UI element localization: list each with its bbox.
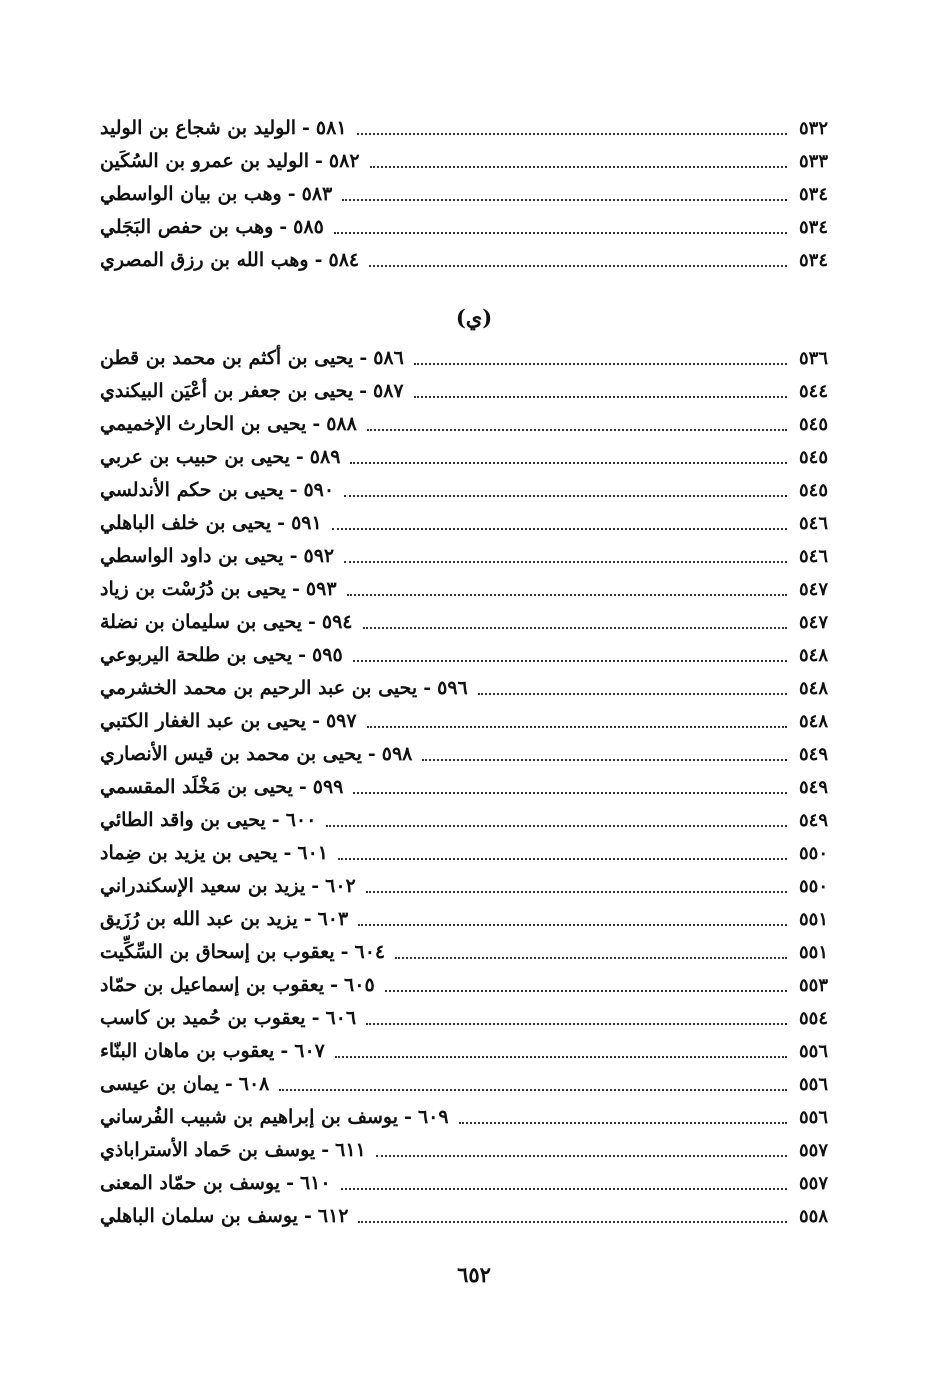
dot-leader	[344, 560, 787, 563]
index-entry	[100, 211, 845, 244]
entry-name: وهب الله بن رزق المصري	[100, 249, 309, 271]
entry-name: وهب بن حفص البَجَلي	[100, 216, 274, 238]
entry-name: يحيى بن سليمان بن نضلة	[100, 611, 302, 633]
entry-name: يوسف بن حمّاد المعنى	[100, 1172, 281, 1194]
entry-text	[100, 771, 343, 804]
entry-page-ref: ٥٥٠	[799, 876, 829, 897]
entry-separator: -	[303, 908, 312, 930]
index-entry	[100, 474, 845, 507]
entry-page-ref: ٥٤٦	[799, 513, 829, 534]
entry-name: يمان بن عيسى	[100, 1073, 219, 1095]
entry-name: يعقوب بن ماهان البنّاء	[100, 1040, 275, 1062]
entry-name: يزيد بن عبد الله بن رُزَيق	[100, 908, 298, 930]
entry-number: ٥٨٤	[328, 249, 360, 271]
entry-separator: -	[312, 413, 321, 435]
entry-separator: -	[423, 677, 432, 699]
entry-separator: -	[330, 974, 339, 996]
entry-page-ref: ٥٥٤	[799, 1008, 829, 1029]
entry-page-ref: ٥٣٤	[799, 217, 829, 238]
entry-number: ٦٠٢	[325, 875, 356, 897]
entry-page-ref: ٥٥٠	[799, 843, 829, 864]
entry-number: ٥٩٩	[312, 776, 344, 798]
entry-name: يعقوب بن إسحاق بن السِّكِّيت	[100, 941, 335, 963]
entry-name: يزيد بن سعيد الإسكندراني	[100, 875, 306, 897]
dot-leader	[357, 132, 787, 135]
entry-text	[100, 705, 357, 738]
entry-number: ٥٩٨	[381, 743, 413, 765]
entry-text	[100, 606, 353, 639]
entry-page-ref: ٥٤٩	[799, 810, 829, 831]
entry-text	[100, 1167, 331, 1200]
entry-name: الوليد بن عمرو بن السُكَين	[100, 150, 310, 172]
entry-separator: -	[224, 1073, 233, 1095]
entry-name: يوسف بن حَماد الأستراباذي	[100, 1139, 316, 1161]
index-entry	[100, 639, 845, 672]
index-entry	[100, 573, 845, 606]
section-heading: (ي)	[455, 305, 493, 330]
entry-number: ٦٠٣	[317, 908, 349, 930]
entry-name: يحيى بن جعفر بن أعْيَن البيكندي	[100, 380, 354, 402]
entry-text	[100, 903, 348, 936]
entry-text	[100, 804, 316, 837]
entry-text	[100, 639, 343, 672]
entry-separator: -	[315, 150, 323, 172]
entry-text	[100, 738, 412, 771]
dot-leader	[385, 989, 787, 992]
index-entry	[100, 804, 845, 837]
entry-separator: -	[311, 1007, 320, 1029]
entry-name: يحيى بن واقد الطائي	[100, 809, 266, 831]
entry-text	[100, 211, 324, 244]
index-entry	[100, 1035, 845, 1068]
entry-name: يحيى بن طلحة اليربوعي	[100, 644, 293, 666]
entry-separator: -	[311, 875, 320, 897]
entry-separator: -	[303, 1205, 312, 1227]
entry-number: ٦٠٤	[354, 941, 386, 963]
dot-leader	[353, 791, 787, 794]
entry-text	[100, 870, 356, 903]
entry-text	[100, 1035, 325, 1068]
dot-leader	[395, 956, 787, 959]
entry-number: ٦٠٥	[344, 974, 375, 996]
dot-leader	[376, 1154, 787, 1157]
entry-page-ref: ٥٣٣	[799, 151, 829, 172]
entry-separator: -	[359, 380, 368, 402]
dot-leader	[338, 857, 787, 860]
entry-separator: -	[321, 1139, 330, 1161]
index-entry	[100, 1134, 845, 1167]
entry-page-ref: ٥٤٥	[799, 414, 829, 435]
entry-page-ref: ٥٥٣	[799, 975, 829, 996]
entry-page-ref: ٥٤٧	[799, 612, 829, 633]
entry-text	[100, 540, 334, 573]
index-entry	[100, 342, 845, 375]
entry-separator: -	[286, 1172, 294, 1194]
entry-number: ٦٠١	[297, 842, 329, 864]
dot-leader	[478, 692, 787, 695]
dot-leader	[369, 264, 787, 267]
entry-text	[100, 145, 360, 178]
entry-text	[100, 178, 332, 211]
entry-number: ٦٠٠	[285, 809, 317, 831]
entry-separator: -	[289, 545, 298, 567]
index-entry	[100, 178, 845, 211]
entry-page-ref: ٥٣٤	[799, 184, 829, 205]
entry-name: يحيى بن عبد الغفار الكتبي	[100, 710, 307, 732]
index-entry	[100, 375, 845, 408]
entry-separator: -	[359, 347, 368, 369]
entry-name: يحيى بن حكم الأندلسي	[100, 479, 284, 501]
dot-leader	[350, 461, 787, 464]
dot-leader	[358, 923, 787, 926]
entry-number: ٥٩٢	[303, 545, 335, 567]
entry-separator: -	[308, 611, 316, 633]
entry-page-ref: ٥٥٦	[799, 1041, 829, 1062]
index-entry	[100, 244, 845, 277]
entry-page-ref: ٥٥٦	[799, 1074, 829, 1095]
entry-number: ٦١١	[335, 1139, 366, 1161]
entry-number: ٥٩٧	[325, 710, 357, 732]
index-entry	[100, 936, 845, 969]
entry-page-ref: ٥٥١	[799, 942, 829, 963]
entry-number: ٥٩٠	[303, 479, 335, 501]
dot-leader	[358, 1220, 787, 1223]
entry-number: ٦١٠	[299, 1172, 331, 1194]
entry-separator: -	[312, 710, 320, 732]
entry-separator: -	[314, 249, 323, 271]
index-entry	[100, 837, 845, 870]
entry-page-ref: ٥٤٩	[799, 744, 829, 765]
dot-leader	[459, 1121, 787, 1124]
dot-leader	[363, 626, 787, 629]
entry-name: يحيى بن حبيب بن عربي	[100, 446, 290, 468]
entry-separator: -	[277, 512, 286, 534]
dot-leader	[326, 824, 787, 827]
entry-text	[100, 1134, 366, 1167]
entry-page-ref: ٥٣٢	[799, 118, 829, 139]
dot-leader	[279, 1088, 787, 1091]
entry-name: يحيى بن أكثم بن محمد بن قطن	[100, 347, 354, 369]
index-entry	[100, 672, 845, 705]
index-entry	[100, 1002, 845, 1035]
dot-leader	[367, 725, 787, 728]
entry-page-ref: ٥٤٩	[799, 777, 829, 798]
entry-text	[100, 1200, 348, 1233]
entry-number: ٥٨٥	[293, 216, 324, 238]
entry-number: ٥٨٩	[309, 446, 341, 468]
entry-number: ٥٩٥	[312, 644, 343, 666]
entry-name: يعقوب بن حُميد بن كاسب	[100, 1007, 306, 1029]
entry-number: ٥٩٣	[305, 578, 337, 600]
dot-leader	[341, 1187, 787, 1190]
index-entry	[100, 903, 845, 936]
entry-text	[100, 342, 404, 375]
entry-page-ref: ٥٥٦	[799, 1107, 829, 1128]
entry-text	[100, 672, 468, 705]
entry-name: يوسف بن سلمان الباهلي	[100, 1205, 298, 1227]
entry-separator: -	[367, 743, 376, 765]
dot-leader	[353, 659, 787, 662]
entry-separator: -	[298, 776, 307, 798]
entry-separator: -	[280, 1040, 289, 1062]
entry-number: ٦٠٩	[417, 1106, 449, 1128]
dot-leader	[370, 165, 787, 168]
index-list-waw	[100, 112, 845, 277]
entry-name: يحيى بن مَخْلَد المقسمي	[100, 776, 293, 798]
entry-number: ٥٨٨	[326, 413, 357, 435]
index-list-ya	[100, 342, 845, 1233]
dot-leader	[422, 758, 787, 761]
dot-leader	[347, 593, 787, 596]
entry-text	[100, 112, 347, 145]
entry-name: الوليد بن شجاع بن الوليد	[100, 117, 297, 139]
index-entry	[100, 606, 845, 639]
index-entry	[100, 441, 845, 474]
entry-name: يحيى بن داود الواسطي	[100, 545, 284, 567]
entry-separator: -	[283, 842, 292, 864]
index-entry	[100, 540, 845, 573]
entry-text	[100, 244, 359, 277]
entry-page-ref: ٥٤٦	[799, 546, 829, 567]
entry-page-ref: ٥٤٨	[799, 711, 829, 732]
entry-number: ٥٩٦	[437, 677, 468, 699]
entry-text	[100, 1068, 269, 1101]
entry-text	[100, 474, 334, 507]
entry-separator: -	[295, 446, 304, 468]
entry-text	[100, 408, 357, 441]
entry-separator: -	[340, 941, 349, 963]
entry-number: ٥٨١	[315, 117, 347, 139]
entry-page-ref: ٥٣٦	[799, 348, 829, 369]
index-entry	[100, 969, 845, 1002]
entry-separator: -	[292, 578, 300, 600]
index-entry	[100, 145, 845, 178]
entry-separator: -	[287, 183, 296, 205]
index-entry	[100, 1200, 845, 1233]
entry-number: ٥٨٧	[373, 380, 404, 402]
entry-name: يحيى بن خلف الباهلي	[100, 512, 272, 534]
entry-text	[100, 969, 375, 1002]
index-entry	[100, 870, 845, 903]
entry-number: ٥٨٦	[373, 347, 404, 369]
dot-leader	[367, 428, 787, 431]
entry-number: ٥٩١	[291, 512, 322, 534]
index-entry	[100, 1068, 845, 1101]
index-entry	[100, 738, 845, 771]
entry-number: ٦٠٧	[294, 1040, 325, 1062]
index-entry	[100, 507, 845, 540]
entry-text	[100, 507, 322, 540]
index-entry	[100, 112, 845, 145]
entry-separator: -	[302, 117, 310, 139]
entry-text	[100, 936, 385, 969]
entry-text	[100, 573, 337, 606]
entry-separator: -	[279, 216, 288, 238]
entry-separator: -	[298, 644, 307, 666]
entry-page-ref: ٥٤٨	[799, 645, 829, 666]
entry-name: يحيى بن الحارث الإخميمي	[100, 413, 307, 435]
entry-name: يحيى بن محمد بن قيس الأنصاري	[100, 743, 362, 765]
entry-separator: -	[289, 479, 298, 501]
entry-name: يحيى بن دُرُسْت بن زياد	[100, 578, 287, 600]
entry-name: وهب بن بيان الواسطي	[100, 183, 282, 205]
entry-separator: -	[404, 1106, 412, 1128]
dot-leader	[334, 231, 787, 234]
entry-page-ref: ٥٤٤	[799, 381, 829, 402]
entry-page-ref: ٥٥٧	[799, 1140, 829, 1161]
entry-page-ref: ٥٥٧	[799, 1173, 829, 1194]
entry-number: ٥٩٤	[321, 611, 353, 633]
entry-page-ref: ٥٣٤	[799, 250, 829, 271]
entry-name: يحيى بن يزيد بن ضِماد	[100, 842, 278, 864]
entry-name: يعقوب بن إسماعيل بن حمّاد	[100, 974, 325, 996]
entry-number: ٦٠٨	[238, 1073, 270, 1095]
dot-leader	[332, 527, 787, 530]
entry-text	[100, 1101, 449, 1134]
entry-number: ٥٨٣	[301, 183, 333, 205]
entry-text	[100, 1002, 356, 1035]
entry-page-ref: ٥٥٨	[799, 1206, 829, 1227]
entry-page-ref: ٥٥١	[799, 909, 829, 930]
index-entry	[100, 408, 845, 441]
dot-leader	[335, 1055, 787, 1058]
dot-leader	[344, 494, 787, 497]
entry-number: ٦١٢	[317, 1205, 349, 1227]
entry-page-ref: ٥٤٨	[799, 678, 829, 699]
dot-leader	[342, 198, 787, 201]
entry-text	[100, 441, 340, 474]
entry-number: ٥٨٢	[328, 150, 360, 172]
entry-page-ref: ٥٤٧	[799, 579, 829, 600]
page-number: ٦٥٢	[457, 1262, 491, 1287]
entry-page-ref: ٥٤٥	[799, 480, 829, 501]
index-entry	[100, 771, 845, 804]
dot-leader	[414, 362, 787, 365]
entry-separator: -	[271, 809, 280, 831]
entry-text	[100, 375, 404, 408]
index-entry	[100, 1101, 845, 1134]
entry-page-ref: ٥٤٥	[799, 447, 829, 468]
dot-leader	[366, 1022, 787, 1025]
index-entry	[100, 1167, 845, 1200]
entry-name: يحيى بن عبد الرحيم بن محمد الخشرمي	[100, 677, 418, 699]
entry-text	[100, 837, 328, 870]
dot-leader	[414, 395, 787, 398]
entry-name: يوسف بن إبراهيم بن شبيب الفُرساني	[100, 1106, 399, 1128]
dot-leader	[366, 890, 787, 893]
entry-number: ٦٠٦	[325, 1007, 357, 1029]
index-entry	[100, 705, 845, 738]
